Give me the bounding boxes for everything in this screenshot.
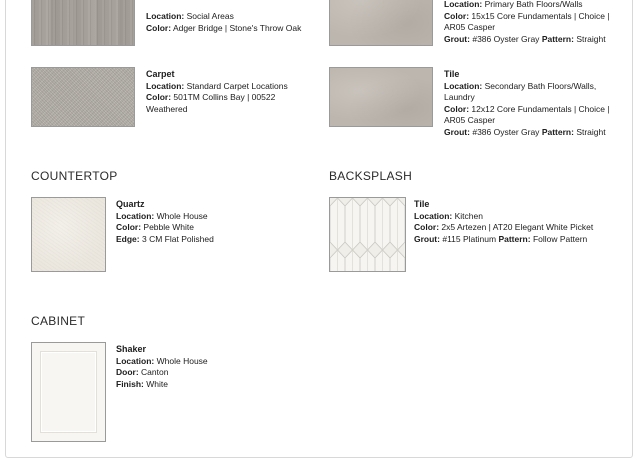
section-cabinet: CABINET <box>31 314 86 328</box>
quartz-card <box>31 197 311 272</box>
location-row: Location: Secondary Bath Floors/Walls, Laundry <box>444 80 597 102</box>
tile-card-primary <box>329 0 619 46</box>
section-countertop: COUNTERTOP <box>31 169 118 183</box>
location-row: Location: Primary Bath Floors/Walls <box>444 0 583 9</box>
color-row: Color: 12x12 Core Fundamentals | Choice | AR05 Casper <box>444 103 610 125</box>
flooring-card-social <box>31 0 311 46</box>
shaker-title: Shaker <box>116 344 147 354</box>
tile-secondary-info <box>444 68 616 138</box>
location-row: Location: Social Areas <box>146 11 234 21</box>
picket-pattern-icon <box>330 198 405 271</box>
finish-row: Finish: White <box>116 378 168 389</box>
color-row: Color: 501TM Collins Bay | 00522 Weathered <box>146 92 276 114</box>
backsplash-info <box>414 198 619 245</box>
backsplash-card <box>329 197 619 272</box>
tile-primary-info <box>444 0 616 45</box>
backsplash-title: Tile <box>414 199 430 209</box>
carpet-card <box>31 67 311 127</box>
color-row: Color: Pebble White <box>116 222 194 232</box>
tile-title: Tile <box>444 69 460 79</box>
shaker-card <box>31 342 311 442</box>
quartz-info <box>116 198 306 245</box>
door-row: Door: Canton <box>116 367 169 377</box>
carpet-info <box>146 68 311 115</box>
stone-swatch <box>329 0 433 46</box>
edge-row: Edge: 3 CM Flat Polished <box>116 233 214 244</box>
color-row: Color: 2x5 Artezen | AT20 Elegant White Picket <box>414 222 594 232</box>
location-row: Location: Whole House <box>116 210 208 221</box>
location-row: Location: Standard Carpet Locations <box>146 80 288 91</box>
carpet-swatch <box>31 67 135 127</box>
quartz-swatch <box>31 197 106 272</box>
tile-card-secondary <box>329 67 619 137</box>
grout-row: Grout: #115 Platinum Pattern: Follow Pattern <box>414 233 588 244</box>
grout-row: Grout: #386 Oyster Gray Pattern: Straight <box>444 33 606 44</box>
carpet-title: Carpet <box>146 69 175 79</box>
shaker-info <box>116 343 306 390</box>
cabinet-panel <box>40 351 97 433</box>
flooring-info <box>146 11 316 34</box>
cabinet-door-swatch <box>31 342 106 442</box>
color-row: Color: 15x15 Core Fundamentals | Choice | AR05 Casper <box>444 10 610 32</box>
wood-swatch <box>31 0 135 46</box>
quartz-title: Quartz <box>116 199 145 209</box>
grout-row: Grout: #386 Oyster Gray Pattern: Straight <box>444 126 606 137</box>
section-backsplash: BACKSPLASH <box>329 169 413 183</box>
color-row: Color: Adger Bridge | Stone's Throw Oak <box>146 22 302 33</box>
location-row: Location: Kitchen <box>414 210 483 221</box>
tile-swatch <box>329 67 433 127</box>
picket-tile-swatch <box>329 197 406 272</box>
location-row: Location: Whole House <box>116 355 208 366</box>
